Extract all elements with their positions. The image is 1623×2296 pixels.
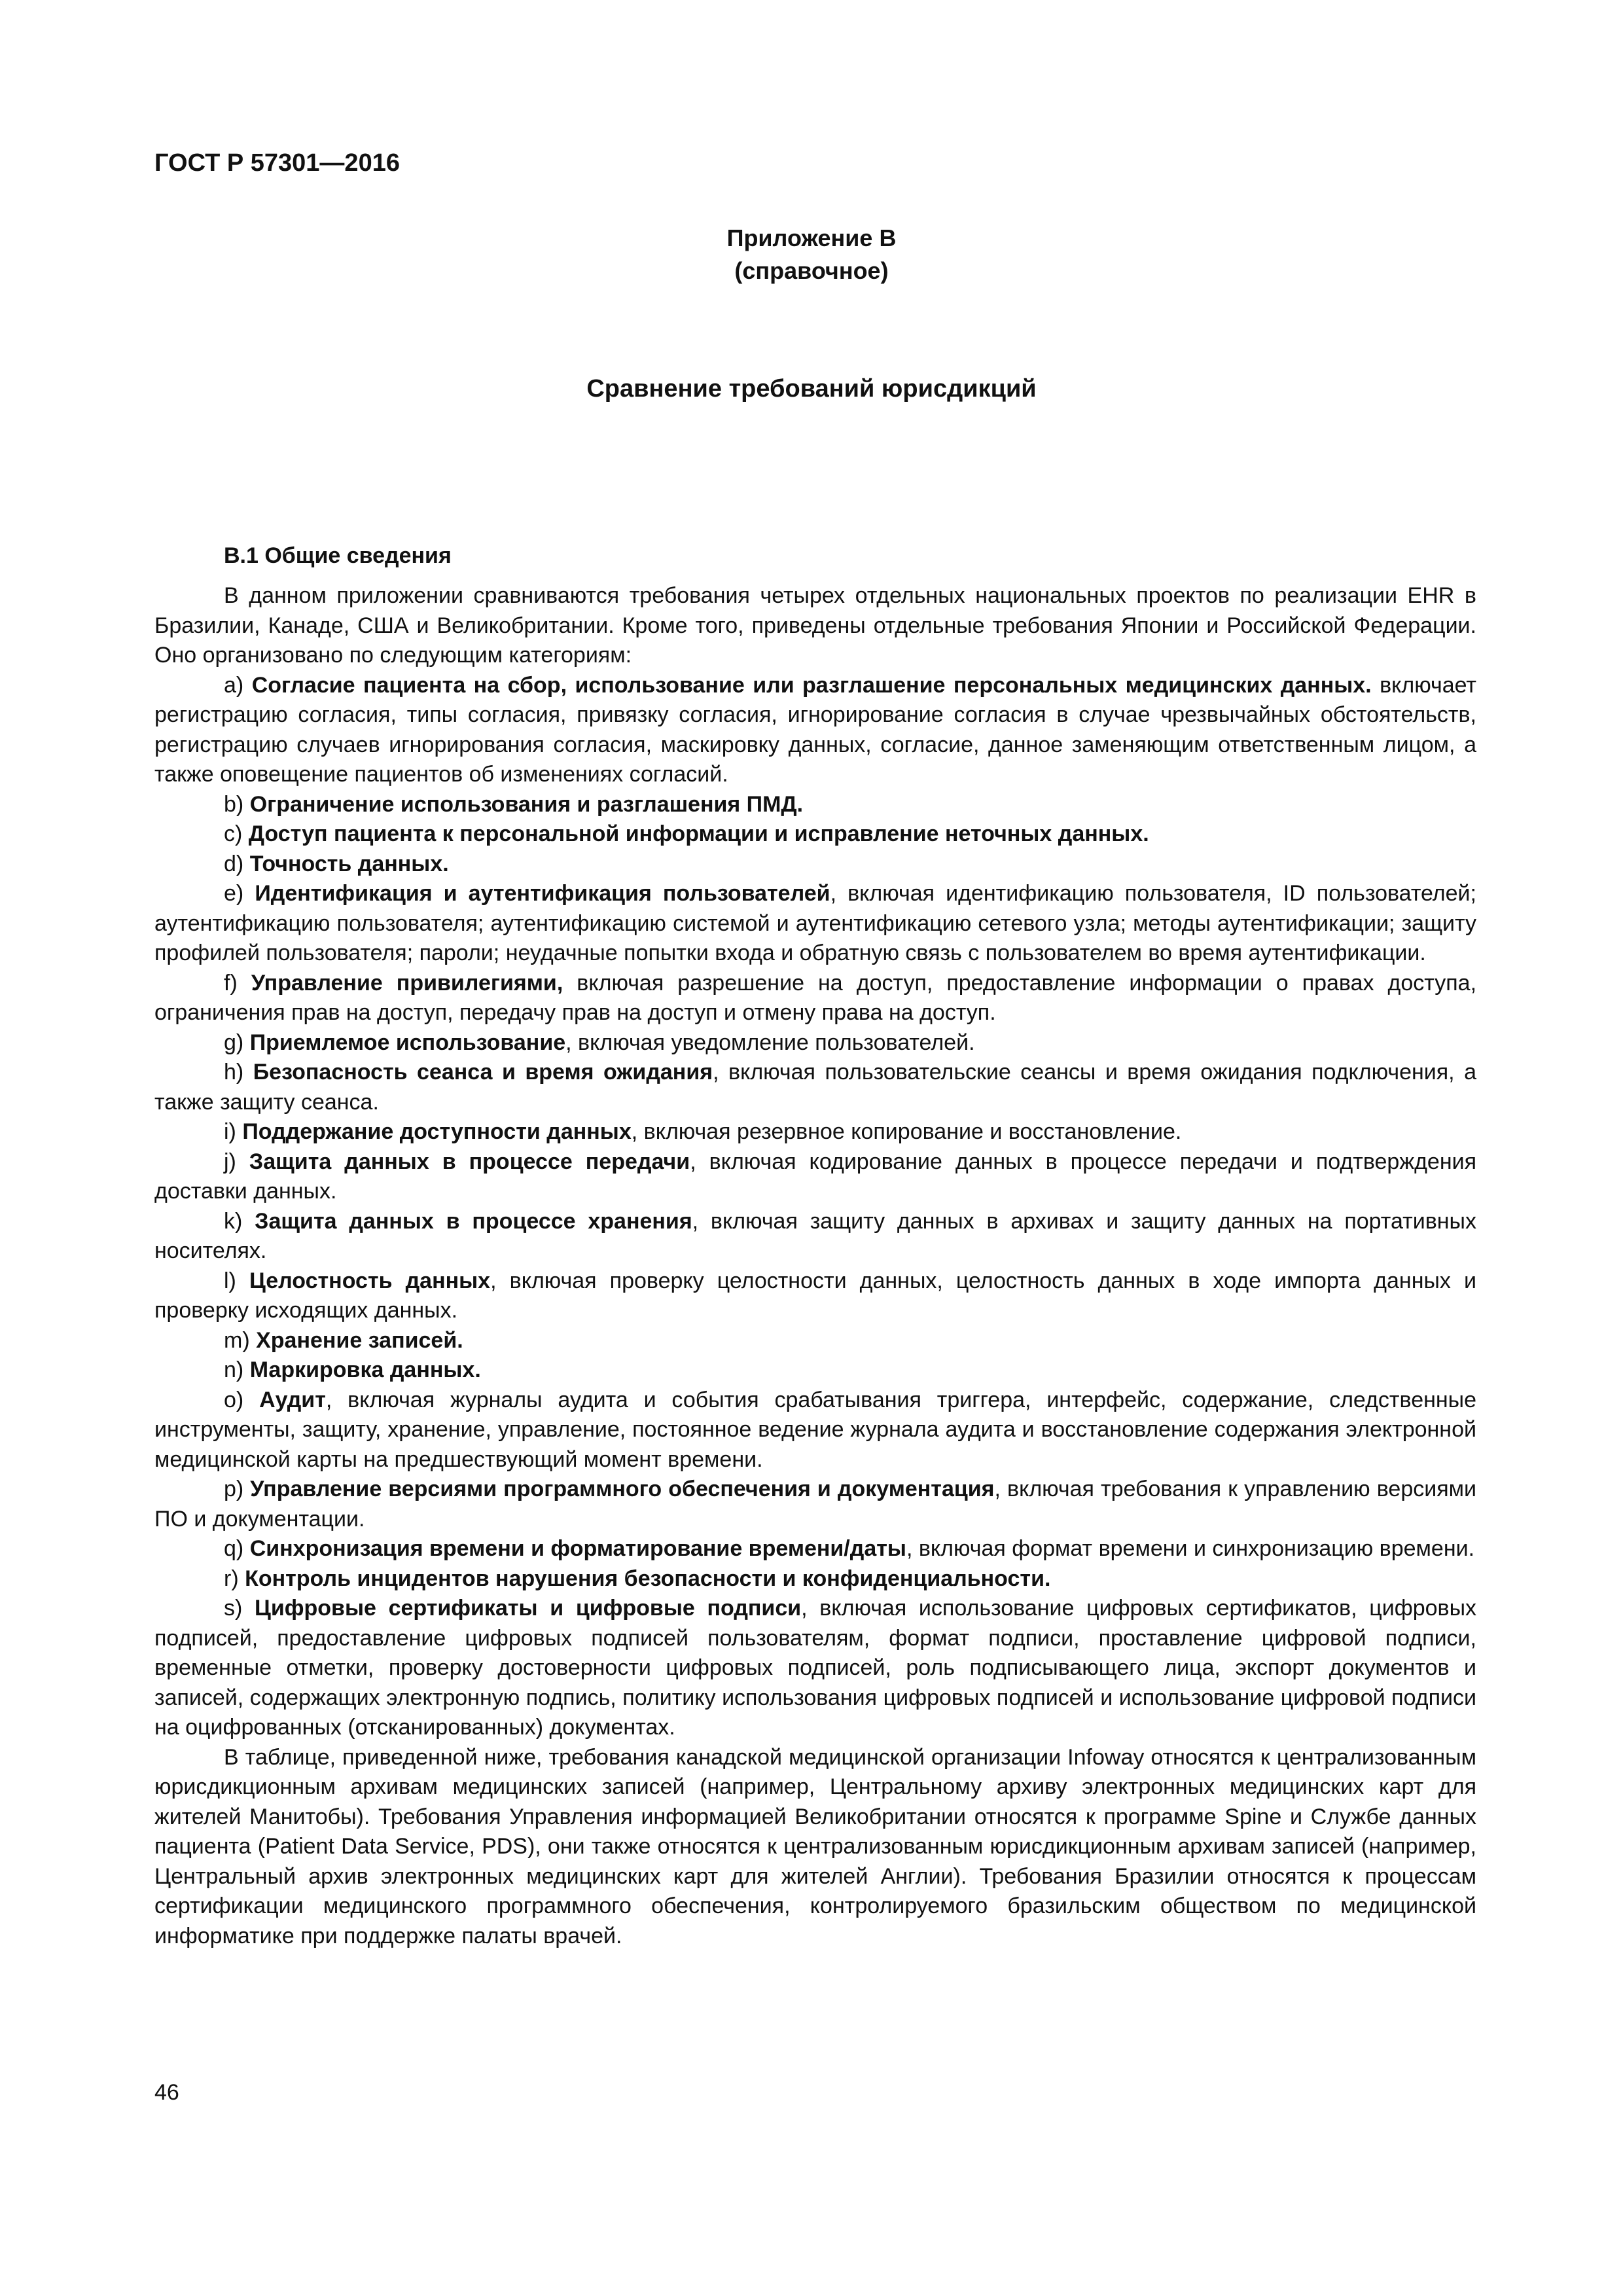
item-marker: s) [224, 1596, 243, 1621]
item-title: Приемлемое использование [249, 1030, 566, 1055]
item-text: , включая пользовательские сеансы и время ожидания подключения, а также защиту сеанса. [154, 1060, 1476, 1115]
annex-title: Сравнение требований юрисдикций [586, 375, 1037, 403]
list-item [154, 1475, 1476, 1534]
page-number: 46 [154, 2080, 179, 2105]
item-title: Аудит [259, 1387, 326, 1412]
item-title: Управление привилегиями, [251, 970, 563, 996]
list-item [154, 671, 1476, 790]
list-item [154, 790, 1476, 820]
item-text: , включая журналы аудита и события срабатывания триггера, интерфейс, содержание, следственные инструменты, защиту, хранение, управление, постоянное ведение журнала аудита и восстановление содержания электронной медицинской карты на предшествующий момент времени. [154, 1387, 1476, 1472]
item-text: , включая проверку целостности данных, целостность данных в ходе импорта данных и проверку исходящих данных. [154, 1268, 1476, 1323]
list-item [154, 969, 1476, 1028]
item-marker: r) [224, 1566, 239, 1591]
list-item [154, 1386, 1476, 1475]
list-item [154, 1564, 1476, 1594]
list-item [154, 1207, 1476, 1266]
item-title: Идентификация и аутентификация пользователей [255, 881, 830, 906]
item-text: , включая идентификацию пользователя, ID пользователей; аутентификацию пользователя; аутентификацию системой и аутентификацию сетевого узла; методы аутентификации; защиту профилей пользователя; пароли; неудачные попытки входа и обратную связь с пользователем во время аутентификации. [154, 881, 1476, 965]
list-item [154, 879, 1476, 969]
item-title: Маркировка данных. [249, 1357, 481, 1382]
section-heading: В.1 Общие сведения [224, 543, 452, 568]
item-text: , включая кодирование данных в процессе передачи и подтверждения доставки данных. [154, 1149, 1477, 1204]
list-item [154, 1355, 1476, 1386]
item-title: Целостность данных [249, 1268, 491, 1293]
list-item [154, 1117, 1476, 1147]
item-marker: l) [224, 1268, 236, 1293]
item-text: , включая использование цифровых сертификатов, цифровых подписей, предоставление цифровых подписей пользователям, формат подписи, проставление цифровой подписи, временные отметки, проверку достоверности цифровых подписей, роль подписывающего лица, экспорт документов и записей, содержащих электронную подпись, политику использования цифровых подписей и использование цифровой подписи на оцифрованных (отсканированных) документах. [154, 1596, 1477, 1740]
item-text: , включая требования к управлению версиями ПО и документации. [154, 1477, 1476, 1532]
item-marker: b) [224, 791, 244, 817]
item-marker: o) [224, 1387, 244, 1412]
item-title: Безопасность сеанса и время ожидания [253, 1060, 713, 1085]
item-text: , включая резервное копирование и восстановление. [631, 1119, 1182, 1144]
item-marker: j) [224, 1149, 236, 1174]
list-item [154, 819, 1476, 850]
item-title: Хранение записей. [256, 1327, 463, 1353]
intro-paragraph: В данном приложении сравниваются требования четырех отдельных национальных проектов по реализации EHR в Бразилии, Канаде, США и Великобритании. Кроме того, приведены отдельные требования Японии и Российской Федерации. Оно организовано по следующим категориям: [154, 583, 1476, 668]
item-marker: a) [224, 672, 244, 698]
item-marker: c) [224, 821, 243, 846]
item-text: включает регистрацию согласия, типы согласия, привязку согласия, игнорирование согласия в случае чрезвычайных обстоятельств, регистрацию случаев игнорирования согласия, маскировку данных, согласие, данное заменяющим ответственным лицом, а также оповещение пациентов об изменениях согласий. [154, 672, 1476, 787]
list-item [154, 1266, 1476, 1326]
item-marker: i) [224, 1119, 236, 1144]
item-marker: m) [224, 1327, 250, 1353]
list-item [154, 1326, 1476, 1356]
annex-type: (справочное) [734, 257, 889, 284]
item-title: Цифровые сертификаты и цифровые подписи [255, 1596, 802, 1621]
list-item [154, 1028, 1476, 1058]
item-marker: p) [224, 1477, 244, 1501]
item-marker: k) [224, 1208, 243, 1234]
closing-paragraph: В таблице, приведенной ниже, требования канадской медицинской организации Infoway относятся к централизованным юрисдикционным архивам медицинских записей (например, Центральному архиву электронных медицинских карт для жителей Манитобы). Требования Управления информацией Великобритании относятся к программе Spine и Службе данных пациента (Patient Data Service, PDS), они также относятся к централизованным юрисдикционным архивам записей (например, Центральный архив электронных медицинских карт для жителей Англии). Требования Бразилии относятся к процессам сертификации медицинского программного обеспечения, контролируемого бразильским обществом по медицинской информатике при поддержке палаты врачей. [154, 1744, 1476, 1948]
item-text: , включая защиту данных в архивах и защиту данных на портативных носителях. [154, 1208, 1476, 1263]
item-text: , включая формат времени и синхронизацию времени. [906, 1536, 1475, 1561]
standard-code: ГОСТ Р 57301—2016 [154, 149, 400, 177]
item-title: Защита данных в процессе хранения [255, 1208, 692, 1234]
item-marker: h) [224, 1060, 244, 1085]
item-title: Синхронизация времени и форматирование времени/даты [249, 1536, 906, 1561]
item-title: Управление версиями программного обеспечения и документация [250, 1477, 995, 1501]
item-marker: d) [224, 851, 244, 876]
item-title: Ограничение использования и разглашения ПМД. [249, 791, 804, 817]
item-title: Контроль инцидентов нарушения безопасности и конфиденциальности. [245, 1566, 1051, 1591]
item-text: включая разрешение на доступ, предоставление информации о правах доступа, ограничения прав на доступ, передачу прав на доступ и отмену права на доступ. [154, 970, 1477, 1025]
item-marker: e) [224, 881, 244, 906]
item-title: Согласие пациента на сбор, использование или разглашение персональных медицинских данных. [251, 672, 1372, 698]
list-item [154, 1058, 1476, 1117]
item-marker: n) [224, 1357, 244, 1382]
item-title: Точность данных. [249, 851, 449, 876]
item-title: Поддержание доступности данных [242, 1119, 632, 1144]
item-marker: f) [224, 970, 238, 996]
list-item [154, 850, 1476, 880]
list-item [154, 1594, 1476, 1743]
section-body [154, 581, 1476, 1951]
item-text: , включая уведомление пользователей. [565, 1030, 975, 1055]
list-item [154, 1147, 1476, 1207]
item-marker: g) [224, 1030, 244, 1055]
item-title: Доступ пациента к персональной информации и исправление неточных данных. [248, 821, 1149, 846]
list-item [154, 1534, 1476, 1564]
item-title: Защита данных в процессе передачи [249, 1149, 690, 1174]
annex-label: Приложение В [726, 224, 897, 251]
item-marker: q) [224, 1536, 244, 1561]
